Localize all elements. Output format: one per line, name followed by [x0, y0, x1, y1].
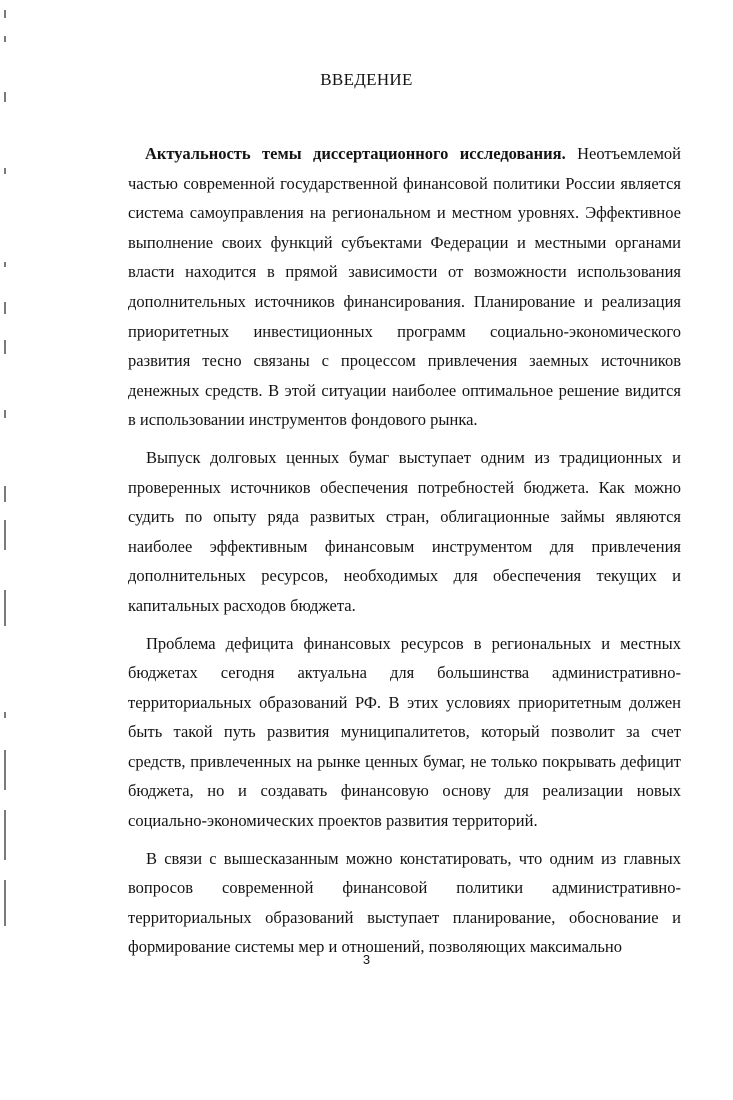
scan-mark [4, 302, 6, 314]
scan-mark [4, 262, 6, 267]
scan-mark [4, 712, 6, 718]
scan-mark [4, 36, 6, 42]
scan-mark [4, 410, 6, 418]
scan-mark [4, 340, 6, 354]
page-title: ВВЕДЕНИЕ [320, 70, 413, 89]
page-number: 3 [362, 952, 371, 967]
scan-mark [4, 750, 6, 790]
scan-mark [4, 168, 6, 174]
body-text [128, 139, 681, 970]
paragraph-debt-securities: Выпуск долговых ценных бумаг выступает одним из традиционных и проверенных источников обеспечения потребностей бюджета. Как можно судить по опыту ряда развитых стран, облигационные займы являются наиболее эффективным финансовым инструментом для привлечения дополнительных ресурсов, необходимых для обеспечения текущих и капитальных расходов бюджета. [128, 447, 681, 615]
scan-mark [4, 10, 6, 18]
scan-mark [4, 590, 6, 626]
scan-mark [4, 810, 6, 860]
scan-mark [4, 92, 6, 102]
scan-mark [4, 880, 6, 926]
scan-edge-artifacts [0, 0, 14, 1100]
scan-mark [4, 486, 6, 502]
paragraph-lead: Актуальность темы диссертационного исследования. [145, 144, 566, 163]
paragraph-text: Неотъемлемой частью современной государственной финансовой политики России является система самоуправления на региональном и местном уровнях. Эффективное выполнение своих функций субъектами Федерации и местными органами власти находится в прямой зависимости от возможности использования дополнительных источников финансирования. Планирование и реализация приоритетных инвестиционных программ социально-экономического развития тесно связаны с процессом привлечения заемных источников денежных средств. В этой ситуации наиболее оптимальное решение видится в использовании инструментов фондового рынка. [128, 144, 681, 430]
paragraph-relevance [128, 139, 681, 435]
paragraph-deficit-problem: Проблема дефицита финансовых ресурсов в региональных и местных бюджетах сегодня актуальна для большинства административно-территориальных образований РФ. В этих условиях приоритетным должен быть такой путь развития муниципалитетов, который позволит за счет средств, привлеченных на рынке ценных бумаг, не только покрывать дефицит бюджета, но и создавать финансовую основу для реализации новых социально-экономических проектов развития территорий. [128, 633, 681, 831]
paragraph-conclusion: В связи с вышесказанным можно констатировать, что одним из главных вопросов современной финансовой политики административно-территориальных образований выступает планирование, обоснование и формирование системы мер и отношений, позволяющих максимально [128, 848, 681, 957]
scan-mark [4, 520, 6, 550]
